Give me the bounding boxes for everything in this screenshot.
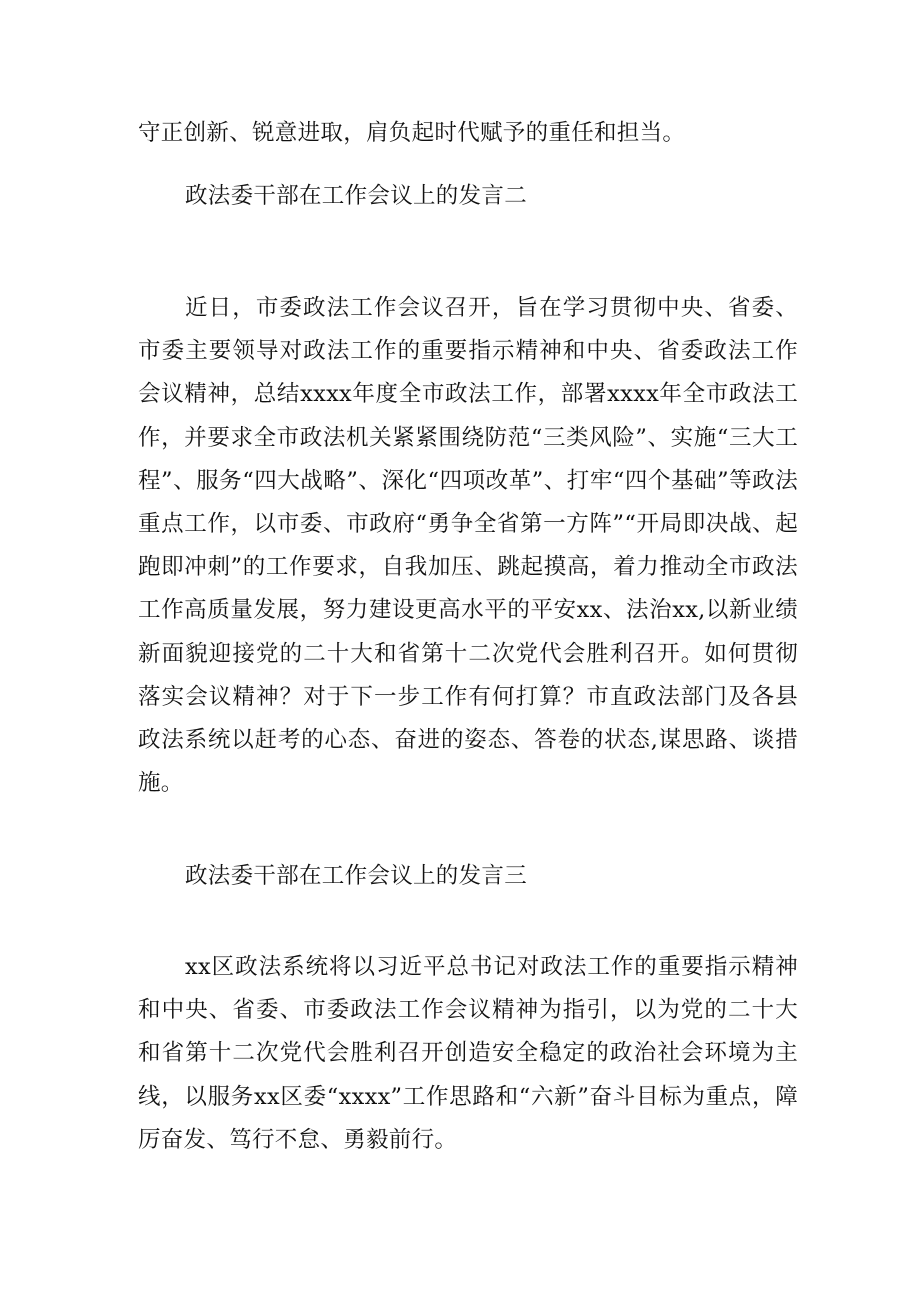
section-3-heading: 政法委干部在工作会议上的发言三	[185, 863, 528, 889]
section-2-paragraph: 近日，市委政法工作会议召开，旨在学习贯彻中央、省委、市委主要领导对政法工作的重要指示精神和中央、省委政法工作会议精神，总结xxxx年度全市政法工作，部署xxxx年全市政法工作，并要求全市政法机关紧紧围绕防范“三类风险”、实施“三大工程”、服务“四大战略”、深化“四项改革”、打牢“四个基础”等政法重点工作，以市委、市政府“勇争全省第一方阵”“开局即决战、起跑即冲刺”的工作要求，自我加压、跳起摸高，着力推动全市政法工作高质量发展，努力建设更高水平的平安xx、法治xx,以新业绩新面貌迎接党的二十大和省第十二次党代会胜利召开。如何贯彻落实会议精神？对于下一步工作有何打算？市直政法部门及各县政法系统以赶考的心态、奋进的姿态、答卷的状态,谋思路、谈措施。	[138, 295, 798, 797]
continued-paragraph: 守正创新、锐意进取，肩负起时代赋予的重任和担当。	[138, 120, 686, 146]
section-3-paragraph: xx区政法系统将以习近平总书记对政法工作的重要指示精神和中央、省委、市委政法工作会议精神为指引，以为党的二十大和省第十二次党代会胜利召开创造安全稳定的政治社会环境为主线，以服务xx区委“xxxx”工作思路和“六新”奋斗目标为重点，障厉奋发、笃行不怠、勇毅前行。	[138, 954, 798, 1153]
section-2-heading: 政法委干部在工作会议上的发言二	[185, 183, 528, 209]
